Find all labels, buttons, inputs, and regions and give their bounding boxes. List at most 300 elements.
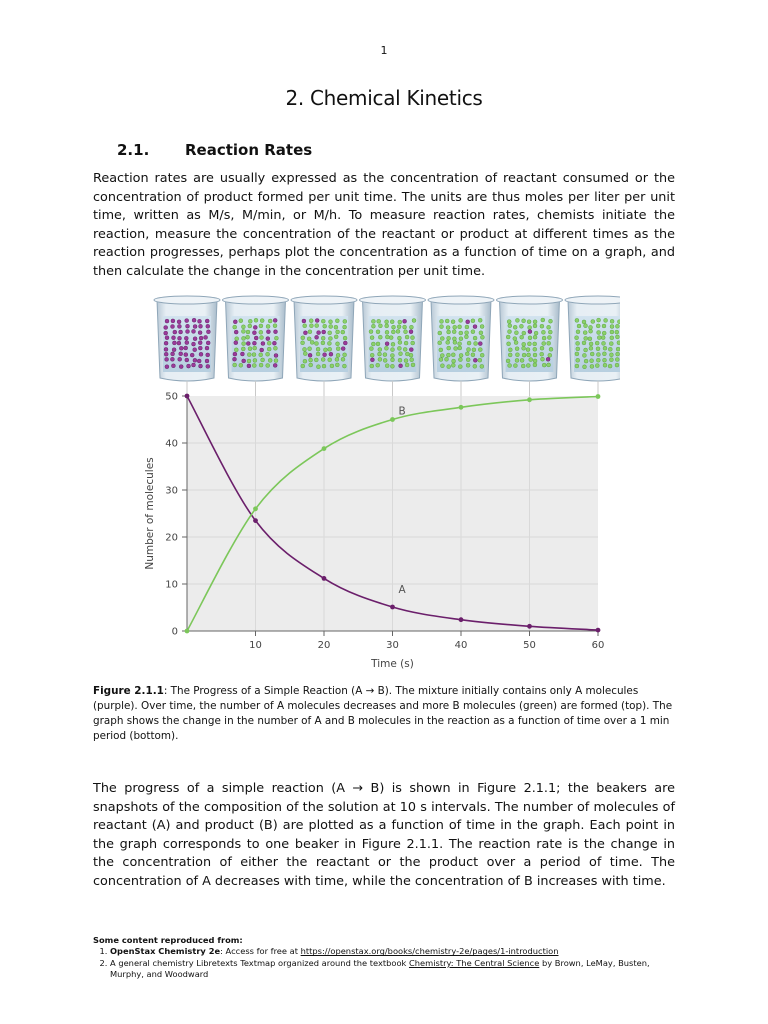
molecule-b [602, 331, 606, 335]
molecule-a [546, 357, 550, 361]
beaker-rim [565, 296, 620, 304]
data-point-B [459, 405, 464, 410]
molecule-a [247, 364, 251, 368]
molecule-a [179, 352, 183, 356]
x-tick-label: 20 [317, 640, 331, 651]
molecule-b [527, 320, 531, 324]
molecule-b [267, 341, 271, 345]
molecule-a [165, 357, 169, 361]
molecule-b [610, 325, 614, 329]
molecule-b [370, 353, 374, 357]
y-tick-label: 10 [165, 579, 178, 591]
molecule-b [528, 336, 532, 340]
molecule-a [198, 331, 202, 335]
molecule-a [261, 342, 265, 346]
molecule-b [438, 331, 442, 335]
molecule-b [391, 342, 395, 346]
molecule-b [336, 330, 340, 334]
molecule-b [398, 340, 402, 344]
molecule-b [603, 358, 607, 362]
molecule-b [458, 325, 462, 329]
molecule-a [193, 358, 197, 362]
data-point-A [459, 617, 464, 622]
molecule-b [597, 331, 601, 335]
molecule-b [602, 341, 606, 345]
x-tick-label: 30 [386, 640, 399, 651]
molecule-b [610, 319, 614, 323]
molecule-b [541, 330, 545, 334]
molecule-b [597, 318, 601, 322]
molecule-a [177, 341, 181, 345]
molecule-b [384, 346, 388, 350]
molecule-a [399, 364, 403, 368]
molecule-b [533, 363, 537, 367]
molecule-b [378, 324, 382, 328]
molecule-b [383, 353, 387, 357]
molecule-b [513, 325, 517, 329]
molecule-a [233, 320, 237, 324]
molecule-b [252, 364, 256, 368]
molecule-b [248, 347, 252, 351]
molecule-b [547, 363, 551, 367]
molecule-a [185, 319, 189, 323]
molecule-a [198, 319, 202, 323]
molecule-a [171, 325, 175, 329]
molecule-b [547, 341, 551, 345]
molecule-b [390, 320, 394, 324]
molecule-b [529, 358, 533, 362]
molecule-b [466, 363, 470, 367]
molecule-a [193, 348, 197, 352]
molecule-b [328, 331, 332, 335]
beaker [565, 296, 620, 396]
molecule-b [608, 347, 612, 351]
beaker-rim [154, 296, 220, 304]
molecule-a [246, 342, 250, 346]
molecule-b [542, 336, 546, 340]
molecule-b [328, 347, 332, 351]
molecule-b [471, 330, 475, 334]
molecule-a [303, 331, 307, 335]
molecule-b [507, 320, 511, 324]
beaker-rim [360, 296, 426, 304]
molecule-a [274, 330, 278, 334]
molecule-b [301, 336, 305, 340]
molecule-b [458, 365, 462, 369]
molecule-b [303, 347, 307, 351]
molecule-b [440, 319, 444, 323]
molecule-b [478, 318, 482, 322]
molecule-b [452, 330, 456, 334]
molecule-b [451, 320, 455, 324]
molecule-b [309, 358, 313, 362]
molecule-a [184, 336, 188, 340]
molecule-b [268, 319, 272, 323]
molecule-a [528, 330, 532, 334]
molecule-a [409, 330, 413, 334]
molecule-b [508, 353, 512, 357]
molecule-b [377, 319, 381, 323]
molecule-b [533, 320, 537, 324]
molecule-b [399, 352, 403, 356]
molecule-a [308, 353, 312, 357]
molecule-b [440, 337, 444, 341]
molecule-a [185, 341, 189, 345]
page-number: 1 [380, 44, 388, 57]
molecule-b [447, 330, 451, 334]
molecule-a [178, 357, 182, 361]
y-tick-label: 30 [165, 485, 178, 497]
x-tick-label: 60 [591, 640, 605, 651]
molecule-b [473, 336, 477, 340]
molecule-b [447, 336, 451, 340]
molecule-b [309, 324, 313, 328]
molecule-b [315, 342, 319, 346]
molecule-b [521, 364, 525, 368]
molecule-b [404, 359, 408, 363]
molecule-b [241, 329, 245, 333]
molecule-b [520, 358, 524, 362]
molecule-b [508, 348, 512, 352]
molecule-b [409, 353, 413, 357]
molecule-b [307, 337, 311, 341]
molecule-b [396, 329, 400, 333]
molecule-b [438, 341, 442, 345]
footnotes-heading: Some content reproduced from: [93, 935, 243, 945]
molecule-b [602, 352, 606, 356]
molecule-b [405, 363, 409, 367]
data-point-B [390, 417, 395, 422]
molecule-b [390, 354, 394, 358]
molecule-b [596, 347, 600, 351]
molecule-b [342, 364, 346, 368]
molecule-a [205, 359, 209, 363]
molecule-a [186, 324, 190, 328]
molecule-b [597, 336, 601, 340]
molecule-a [273, 318, 277, 322]
molecule-b [343, 353, 347, 357]
molecule-b [403, 325, 407, 329]
molecule-b [397, 336, 401, 340]
beaker-row [154, 296, 620, 396]
molecule-b [478, 348, 482, 352]
molecule-a [253, 325, 257, 329]
molecule-b [385, 335, 389, 339]
chart-area [144, 392, 604, 671]
molecule-b [575, 318, 579, 322]
molecule-b [584, 348, 588, 352]
molecule-b [480, 335, 484, 339]
molecule-b [549, 347, 553, 351]
molecule-b [515, 347, 519, 351]
molecule-a [193, 325, 197, 329]
molecule-a [254, 336, 258, 340]
footnote-link[interactable]: https://openstax.org/books/chemistry-2e/pages/1-introduction [300, 946, 559, 957]
molecule-a [186, 330, 190, 334]
molecule-b [328, 337, 332, 341]
molecule-a [171, 319, 175, 323]
molecule-a [179, 365, 183, 369]
molecule-b [274, 359, 278, 363]
molecule-b [341, 330, 345, 334]
molecule-a [233, 357, 237, 361]
molecule-b [323, 348, 327, 352]
molecule-a [184, 353, 188, 357]
molecule-a [187, 364, 191, 368]
molecule-a [478, 342, 482, 346]
molecule-b [584, 324, 588, 328]
molecule-b [507, 342, 511, 346]
molecule-b [301, 341, 305, 345]
y-tick-label: 20 [165, 532, 178, 544]
molecule-b [458, 342, 462, 346]
molecule-b [591, 320, 595, 324]
chapter-title: 2. Chemical Kinetics [285, 86, 483, 110]
beaker [428, 296, 494, 396]
molecule-a [173, 330, 177, 334]
molecule-b [590, 364, 594, 368]
molecule-b [617, 341, 620, 345]
molecule-b [542, 363, 546, 367]
molecule-b [454, 347, 458, 351]
molecule-b [404, 330, 408, 334]
molecule-b [328, 358, 332, 362]
molecule-b [467, 348, 471, 352]
molecule-b [533, 335, 537, 339]
molecule-b [330, 364, 334, 368]
molecule-b [343, 319, 347, 323]
molecule-b [508, 364, 512, 368]
figure-caption [93, 684, 677, 744]
molecule-a [272, 341, 276, 345]
molecule-b [589, 325, 593, 329]
molecule-b [515, 353, 519, 357]
molecule-b [259, 324, 263, 328]
molecule-b [411, 341, 415, 345]
data-point-B [253, 506, 258, 511]
molecule-b [584, 359, 588, 363]
molecule-b [447, 346, 451, 350]
molecule-b [234, 348, 238, 352]
molecule-a [192, 363, 196, 367]
molecule-b [371, 342, 375, 346]
section-number: 2.1. [117, 141, 150, 159]
molecule-b [533, 347, 537, 351]
molecule-b [506, 359, 510, 363]
molecule-b [273, 324, 277, 328]
molecule-b [528, 326, 532, 330]
molecule-b [439, 358, 443, 362]
molecule-b [378, 348, 382, 352]
molecule-b [596, 358, 600, 362]
molecule-a [234, 341, 238, 345]
molecule-b [458, 346, 462, 350]
molecule-b [383, 358, 387, 362]
molecule-b [603, 346, 607, 350]
molecule-a [329, 352, 333, 356]
beaker [223, 296, 289, 396]
molecule-a [317, 331, 321, 335]
molecule-b [254, 318, 258, 322]
molecule-b [378, 357, 382, 361]
molecule-b [259, 363, 263, 367]
molecule-a [178, 336, 182, 340]
molecule-b [576, 358, 580, 362]
molecule-b [266, 324, 270, 328]
molecule-b [588, 337, 592, 341]
molecule-b [548, 353, 552, 357]
footnote-item [110, 958, 683, 981]
molecule-b [261, 358, 265, 362]
molecule-a [184, 346, 188, 350]
molecule-a [179, 330, 183, 334]
molecule-b [446, 326, 450, 330]
molecule-b [465, 352, 469, 356]
molecule-b [596, 353, 600, 357]
molecule-b [273, 346, 277, 350]
molecule-b [316, 352, 320, 356]
molecule-b [467, 341, 471, 345]
molecule-a [266, 330, 270, 334]
molecule-b [447, 365, 451, 369]
molecule-b [540, 346, 544, 350]
molecule-b [378, 335, 382, 339]
molecule-b [513, 364, 517, 368]
molecule-a [198, 346, 202, 350]
molecule-b [520, 335, 524, 339]
molecule-b [608, 364, 612, 368]
molecule-a [385, 342, 389, 346]
molecule-a [315, 335, 319, 339]
molecule-b [391, 358, 395, 362]
molecule-b [540, 324, 544, 328]
footnote-text: : Access for free at [220, 946, 301, 957]
molecule-b [242, 336, 246, 340]
reaction-figure [140, 290, 620, 680]
molecule-b [522, 346, 526, 350]
molecule-b [466, 358, 470, 362]
footnote-book-link[interactable]: Chemistry: The Central Science [408, 957, 540, 968]
molecule-a [164, 326, 168, 330]
molecule-b [465, 331, 469, 335]
molecule-b [239, 363, 243, 367]
molecule-b [522, 342, 526, 346]
molecule-a [206, 364, 210, 368]
molecule-b [519, 324, 523, 328]
molecule-b [609, 342, 613, 346]
molecule-b [439, 348, 443, 352]
data-point-A [527, 624, 532, 629]
molecule-a [171, 364, 175, 368]
molecule-b [385, 320, 389, 324]
data-point-A [322, 576, 327, 581]
molecule-b [378, 352, 382, 356]
molecule-b [335, 363, 339, 367]
molecule-b [480, 353, 484, 357]
molecule-b [583, 331, 587, 335]
footnotes [93, 935, 683, 981]
molecule-b [577, 324, 581, 328]
molecule-b [266, 352, 270, 356]
molecule-b [309, 319, 313, 323]
molecule-b [390, 364, 394, 368]
molecule-a [315, 319, 319, 323]
molecule-a [240, 352, 244, 356]
x-axis-label: Time (s) [371, 658, 414, 670]
figure-caption-text: : The Progress of a Simple Reaction (A → B). The mixture initially contains only A molecules (purple). Over time, the number of A molecules decreases and more B molecules (green) are formed (top). The graph shows the change in the number of A and B molecules in the reaction as a function of time over a 1 min period (bottom). [93, 685, 673, 742]
molecule-a [172, 348, 176, 352]
molecule-b [602, 324, 606, 328]
molecule-a [302, 319, 306, 323]
molecule-b [465, 325, 469, 329]
molecule-b [321, 358, 325, 362]
molecule-b [343, 336, 347, 340]
molecule-b [542, 342, 546, 346]
molecule-a [185, 358, 189, 362]
molecule-b [541, 318, 545, 322]
molecule-b [303, 324, 307, 328]
molecule-b [385, 364, 389, 368]
molecule-a [193, 337, 197, 341]
molecule-b [584, 336, 588, 340]
molecule-b [615, 363, 619, 367]
molecule-b [334, 325, 338, 329]
molecule-a [473, 325, 477, 329]
molecule-b [603, 363, 607, 367]
molecule-b [233, 325, 237, 329]
molecule-a [165, 319, 169, 323]
molecule-a [172, 336, 176, 340]
molecule-b [371, 319, 375, 323]
molecule-b [452, 337, 456, 341]
molecule-b [274, 336, 278, 340]
molecule-b [246, 330, 250, 334]
molecule-b [472, 348, 476, 352]
molecule-b [527, 342, 531, 346]
molecule-b [576, 341, 580, 345]
molecule-b [480, 364, 484, 368]
molecule-b [451, 353, 455, 357]
molecule-b [411, 336, 415, 340]
molecule-a [199, 336, 203, 340]
molecule-b [248, 319, 252, 323]
molecule-b [385, 330, 389, 334]
molecule-b [471, 353, 475, 357]
molecule-b [403, 347, 407, 351]
beaker [360, 296, 426, 396]
molecule-b [329, 325, 333, 329]
molecule-b [376, 342, 380, 346]
section-title: Reaction Rates [185, 141, 313, 159]
data-point-B [596, 394, 601, 399]
molecule-a [260, 348, 264, 352]
molecule-b [336, 347, 340, 351]
molecule-a [164, 331, 168, 335]
molecule-a [164, 341, 168, 345]
molecule-b [446, 353, 450, 357]
molecule-b [321, 336, 325, 340]
molecule-b [329, 320, 333, 324]
molecule-b [335, 357, 339, 361]
molecule-b [385, 324, 389, 328]
molecule-a [266, 337, 270, 341]
molecule-b [522, 331, 526, 335]
molecule-b [548, 330, 552, 334]
molecule-a [192, 329, 196, 333]
molecule-b [464, 335, 468, 339]
molecule-b [590, 359, 594, 363]
molecule-b [508, 330, 512, 334]
